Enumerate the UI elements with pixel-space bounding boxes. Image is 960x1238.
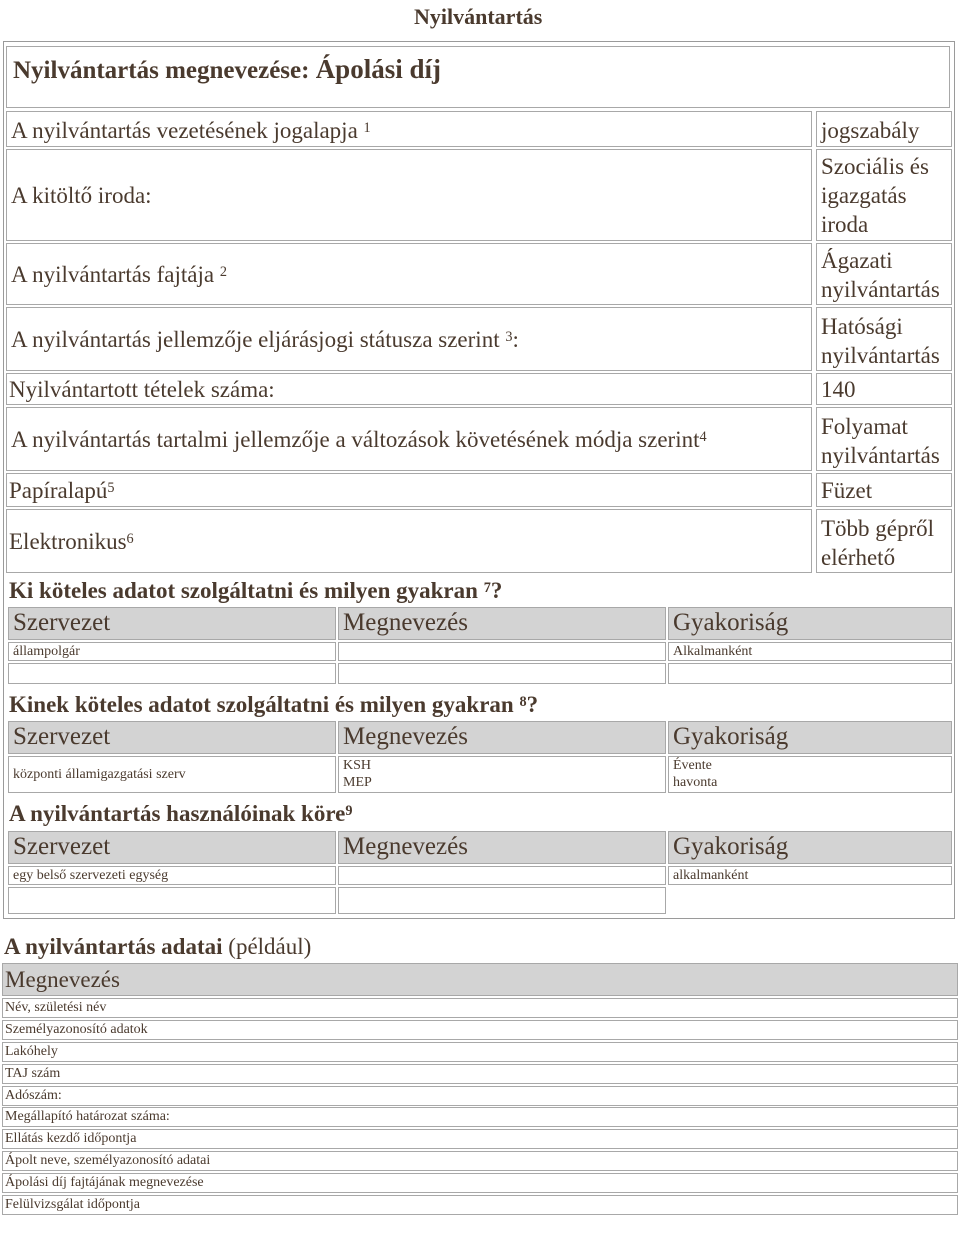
list-item-text: Felülvizsgálat időpontja bbox=[5, 1197, 140, 1212]
column-header-label: Gyakoriság bbox=[673, 833, 789, 860]
list-item bbox=[2, 1129, 958, 1149]
row-item-count-value bbox=[816, 373, 952, 405]
paper-value: Füzet bbox=[821, 478, 873, 503]
footnote-ref: 7 bbox=[483, 579, 491, 596]
electronic-value-line: Több gépről bbox=[821, 516, 935, 541]
row-electronic-label bbox=[6, 509, 812, 573]
section-title-text: Ki köteles adatot szolgáltatni és milyen gyakran bbox=[9, 578, 478, 603]
list-item bbox=[2, 1020, 958, 1040]
footnote-ref: 9 bbox=[345, 802, 353, 819]
row-paper-label bbox=[6, 473, 812, 507]
list-item bbox=[2, 998, 958, 1018]
column-header bbox=[8, 607, 336, 640]
table-cell bbox=[668, 866, 952, 885]
list-item-text: Ellátás kezdő időpontja bbox=[5, 1131, 137, 1146]
section-title-recipients bbox=[9, 692, 538, 718]
office-label: A kitöltő iroda: bbox=[11, 183, 152, 208]
data-section-title bbox=[4, 934, 311, 960]
row-office-value bbox=[816, 149, 952, 241]
list-item-text: Megállapító határozat száma: bbox=[5, 1109, 170, 1124]
section-title-suffix: ? bbox=[526, 692, 539, 717]
footnote-ref: 8 bbox=[519, 693, 527, 710]
office-value-line: igazgatás bbox=[821, 183, 907, 208]
table-cell bbox=[8, 663, 336, 684]
list-item bbox=[2, 1195, 958, 1215]
list-item-text: TAJ szám bbox=[5, 1066, 61, 1081]
page-title: Nyilvántartás bbox=[414, 4, 543, 29]
column-header-label: Szervezet bbox=[13, 723, 111, 750]
cell-text: Évente havonta bbox=[673, 758, 718, 790]
footnote-ref: 3 bbox=[505, 328, 513, 345]
column-header-label: Gyakoriság bbox=[673, 609, 789, 636]
paper-label: Papíralapú bbox=[9, 478, 108, 503]
data-list-header bbox=[2, 963, 958, 996]
list-item bbox=[2, 1173, 958, 1193]
row-content-value bbox=[816, 407, 952, 471]
list-item bbox=[2, 1042, 958, 1062]
table-cell bbox=[338, 642, 666, 661]
office-value-line: iroda bbox=[821, 212, 869, 237]
section-title-providers bbox=[9, 578, 502, 604]
table-cell bbox=[8, 887, 336, 914]
column-header-label: Megnevezés bbox=[343, 833, 468, 860]
list-item-text: Személyazonosító adatok bbox=[5, 1022, 148, 1037]
row-legal-basis-label bbox=[6, 111, 812, 147]
footnote-ref: 5 bbox=[107, 479, 115, 496]
cell-text: KSH MEP bbox=[343, 758, 372, 790]
table-cell bbox=[668, 642, 952, 661]
footnote-ref: 1 bbox=[363, 119, 371, 136]
legal-basis-value: jogszabály bbox=[821, 118, 920, 143]
register-heading-label: Nyilvántartás megnevezése: bbox=[13, 57, 310, 84]
column-header-label: Szervezet bbox=[13, 833, 111, 860]
type-value-line: Ágazati bbox=[821, 248, 893, 273]
list-item bbox=[2, 1151, 958, 1171]
content-value-line: Folyamat bbox=[821, 414, 908, 439]
table-cell bbox=[8, 642, 336, 661]
table-cell bbox=[338, 756, 666, 793]
list-item-text: Név, születési név bbox=[5, 1000, 107, 1015]
column-header bbox=[668, 721, 952, 754]
type-label: A nyilvántartás fajtája bbox=[11, 262, 215, 287]
legal-basis-label: A nyilvántartás vezetésének jogalapja bbox=[11, 118, 358, 143]
column-header bbox=[668, 607, 952, 640]
type-value-line: nyilvántartás bbox=[821, 277, 940, 302]
list-item-text: Ápolási díj fajtájának megnevezése bbox=[5, 1175, 204, 1190]
column-header bbox=[338, 831, 666, 864]
row-item-count-label bbox=[6, 373, 812, 405]
row-procedural-value bbox=[816, 307, 952, 371]
column-header-label: Megnevezés bbox=[343, 723, 468, 750]
procedural-value-line: nyilvántartás bbox=[821, 343, 940, 368]
section-title-users bbox=[9, 801, 352, 827]
row-office-label bbox=[6, 149, 812, 241]
cell-text: egy belső szervezeti egység bbox=[13, 868, 169, 883]
cell-text: állampolgár bbox=[13, 644, 80, 659]
list-item bbox=[2, 1064, 958, 1084]
cell-text: Alkalmanként bbox=[673, 644, 753, 659]
table-cell bbox=[338, 887, 666, 914]
table-cell bbox=[338, 866, 666, 885]
electronic-value-line: elérhető bbox=[821, 545, 896, 570]
register-heading bbox=[6, 46, 950, 108]
data-list-header-label: Megnevezés bbox=[5, 967, 120, 992]
item-count-label: Nyilvántartott tételek száma: bbox=[9, 377, 275, 402]
footnote-ref: 4 bbox=[699, 428, 707, 445]
content-label: A nyilvántartás tartalmi jellemzője a változások követésének módja szerint bbox=[11, 427, 700, 452]
row-type-value bbox=[816, 243, 952, 305]
register-heading-value: Ápolási díj bbox=[315, 54, 441, 84]
cell-text: alkalmanként bbox=[673, 868, 749, 883]
row-electronic-value bbox=[816, 509, 952, 573]
column-header-label: Megnevezés bbox=[343, 609, 468, 636]
column-header-label: Szervezet bbox=[13, 609, 111, 636]
column-header bbox=[668, 831, 952, 864]
table-cell bbox=[338, 663, 666, 684]
procedural-label: A nyilvántartás jellemzője eljárásjogi státusza szerint bbox=[11, 327, 500, 352]
footnote-ref: 6 bbox=[126, 530, 134, 547]
table-cell bbox=[668, 756, 952, 793]
register-heading-text bbox=[13, 54, 441, 85]
section-title-text: A nyilvántartás használóinak köre bbox=[9, 801, 346, 826]
column-header bbox=[338, 607, 666, 640]
section-title-suffix: ? bbox=[490, 578, 503, 603]
office-value-line: Szociális és bbox=[821, 154, 929, 179]
list-item-text: Ápolt neve, személyazonosító adatai bbox=[5, 1153, 211, 1168]
column-header-label: Gyakoriság bbox=[673, 723, 789, 750]
list-item bbox=[2, 1086, 958, 1106]
electronic-label: Elektronikus bbox=[9, 529, 127, 554]
data-section-title-bold: A nyilvántartás adatai bbox=[4, 934, 223, 959]
list-item-text: Lakóhely bbox=[5, 1044, 58, 1059]
row-legal-basis-value bbox=[816, 111, 952, 147]
row-content-label bbox=[6, 407, 812, 471]
procedural-value-line: Hatósági bbox=[821, 314, 903, 339]
row-procedural-label bbox=[6, 307, 812, 371]
procedural-label-suffix: : bbox=[512, 327, 519, 352]
table-cell bbox=[8, 866, 336, 885]
row-paper-value bbox=[816, 473, 952, 507]
column-header bbox=[338, 721, 666, 754]
list-item bbox=[2, 1107, 958, 1127]
cell-text: központi államigazgatási szerv bbox=[13, 767, 186, 782]
item-count-value: 140 bbox=[821, 377, 856, 402]
content-value-line: nyilvántartás bbox=[821, 443, 940, 468]
table-cell bbox=[668, 663, 952, 684]
list-item-text: Adószám: bbox=[5, 1088, 62, 1103]
section-title-text: Kinek köteles adatot szolgáltatni és milyen gyakran bbox=[9, 692, 514, 717]
column-header bbox=[8, 831, 336, 864]
row-type-label bbox=[6, 243, 812, 305]
column-header bbox=[8, 721, 336, 754]
data-section-title-note: (például) bbox=[228, 934, 312, 959]
table-cell bbox=[8, 756, 336, 793]
footnote-ref: 2 bbox=[219, 263, 227, 280]
